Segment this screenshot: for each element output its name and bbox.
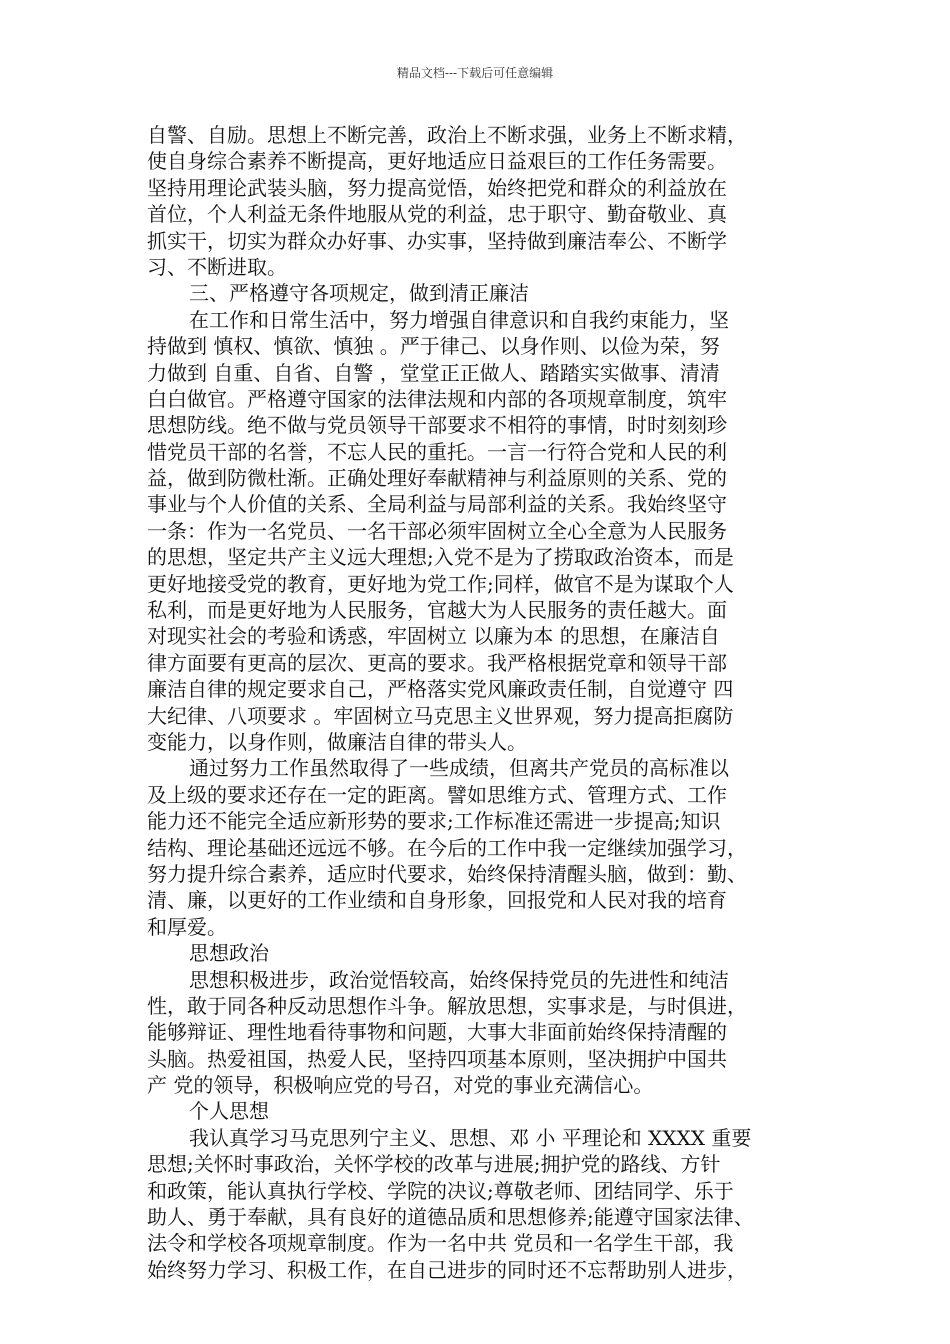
text-line: 思想防线。绝不做与党员领导干部要求不相符的事情，时时刻刻珍 — [147, 413, 727, 438]
document-body — [147, 122, 807, 1283]
text-line: 能够辩证、理性地看待事物和问题，大事大非面前始终保持清醒的 — [147, 1020, 727, 1045]
text-line: 结构、理论基础还远远不够。在今后的工作中我一定继续加强学习， — [147, 835, 747, 860]
text-line: 产 党的领导，积极响应党的号召，对党的事业充满信心。 — [147, 1073, 654, 1098]
text-line: 惜党员干部的名誉，不忘人民的重托。一言一行符合党和人民的利 — [147, 439, 727, 464]
text-line: 通过努力工作虽然取得了一些成绩，但离共产党员的高标准以 — [189, 756, 729, 781]
text-line: 法令和学校各项规章制度。作为一名中共 党员和一名学生干部，我 — [147, 1231, 734, 1256]
text-line: 对现实社会的考验和诱惑，牢固树立 以廉为本 的思想，在廉洁自 — [147, 624, 720, 649]
text-line: 和政策，能认真执行学校、学院的决议;尊敬老师、团结同学、乐于 — [147, 1178, 734, 1203]
text-line: 坚持用理论武装头脑，努力提高觉悟，始终把党和群众的利益放在 — [147, 175, 727, 200]
text-line: 始终努力学习、积极工作，在自己进步的同时还不忘帮助别人进步， — [147, 1257, 747, 1282]
text-line: 律方面要有更高的层次、更高的要求。我严格根据党章和领导干部 — [147, 650, 727, 675]
text-line: 思想;关怀时事政治，关怀学校的改革与进展;拥护党的路线、方针 — [147, 1152, 721, 1177]
text-line: 首位，个人利益无条件地服从党的利益，忠于职守、勤奋敬业、真 — [147, 202, 727, 227]
text-line: 头脑。热爱祖国，热爱人民，坚持四项基本原则，坚决拥护中国共 — [147, 1046, 727, 1071]
text-line: 更好地接受党的教育，更好地为党工作;同样，做官不是为谋取个人 — [147, 571, 734, 596]
text-line: 一条：作为一名党员、一名干部必须牢固树立全心全意为人民服务 — [147, 518, 727, 543]
section-heading: 个人思想 — [189, 1099, 269, 1124]
text-line: 能力还不能完全适应新形势的要求;工作标准还需进一步提高;知识 — [147, 809, 721, 834]
text-line: 清、廉，以更好的工作业绩和自身形象，回报党和人民对我的培育 — [147, 888, 727, 913]
text-line: 和厚爱。 — [147, 914, 227, 939]
text-line: 事业与个人价值的关系、全局利益与局部利益的关系。我始终坚守 — [147, 492, 727, 517]
text-line: 益，做到防微杜渐。正确处理好奉献精神与利益原则的关系、党的 — [147, 466, 727, 491]
page-header: 精品文档---下载后可任意编辑 — [396, 66, 554, 80]
text-line: 助人、勇于奉献，具有良好的道德品质和思想修养;能遵守国家法律、 — [147, 1205, 754, 1230]
text-line: 抓实干，切实为群众办好事、办实事，坚持做到廉洁奉公、不断学 — [147, 228, 727, 253]
text-line: 在工作和日常生活中，努力增强自律意识和自我约束能力，坚 — [189, 307, 729, 332]
section-heading: 思想政治 — [189, 941, 269, 966]
text-line: 使自身综合素养不断提高，更好地适应日益艰巨的工作任务需要。 — [147, 149, 727, 174]
text-line: 性，敢于同各种反动思想作斗争。解放思想，实事求是，与时俱进， — [147, 993, 747, 1018]
text-line: 的思想，坚定共产主义远大理想;入党不是为了捞取政治资本，而是 — [147, 545, 734, 570]
text-line: 私利，而是更好地为人民服务，官越大为人民服务的责任越大。面 — [147, 598, 727, 623]
text-line: 自警、自励。思想上不断完善，政治上不断求强，业务上不断求精， — [147, 123, 747, 147]
text-line: 变能力，以身作则，做廉洁自律的带头人。 — [147, 729, 527, 754]
text-line: 持做到 慎权、慎欲、慎独 。严于律己、以身作则、以俭为荣，努 — [147, 334, 720, 359]
text-line: 白白做官。严格遵守国家的法律法规和内部的各项规章制度，筑牢 — [147, 386, 727, 411]
text-line: 大纪律、八项要求 。牢固树立马克思主义世界观，努力提高拒腐防 — [147, 703, 734, 728]
text-line: 廉洁自律的规定要求自己，严格落实党风廉政责任制，自觉遵守 四 — [147, 677, 734, 702]
text-line: 努力提升综合素养，适应时代要求，始终保持清醒头脑，做到：勤、 — [147, 861, 747, 886]
text-line: 及上级的要求还存在一定的距离。譬如思维方式、管理方式、工作 — [147, 782, 727, 807]
text-line: 习、不断进取。 — [147, 254, 287, 279]
text-line: 力做到 自重、自省、自警 ，堂堂正正做人、踏踏实实做事、清清 — [147, 360, 720, 385]
text-line: 我认真学习马克思列宁主义、思想、邓 小 平理论和 XXXX 重要 — [189, 1125, 752, 1150]
text-line: 思想积极进步，政治觉悟较高，始终保持党员的先进性和纯洁 — [189, 967, 729, 992]
section-heading: 三、严格遵守各项规定，做到清正廉洁 — [189, 281, 529, 306]
